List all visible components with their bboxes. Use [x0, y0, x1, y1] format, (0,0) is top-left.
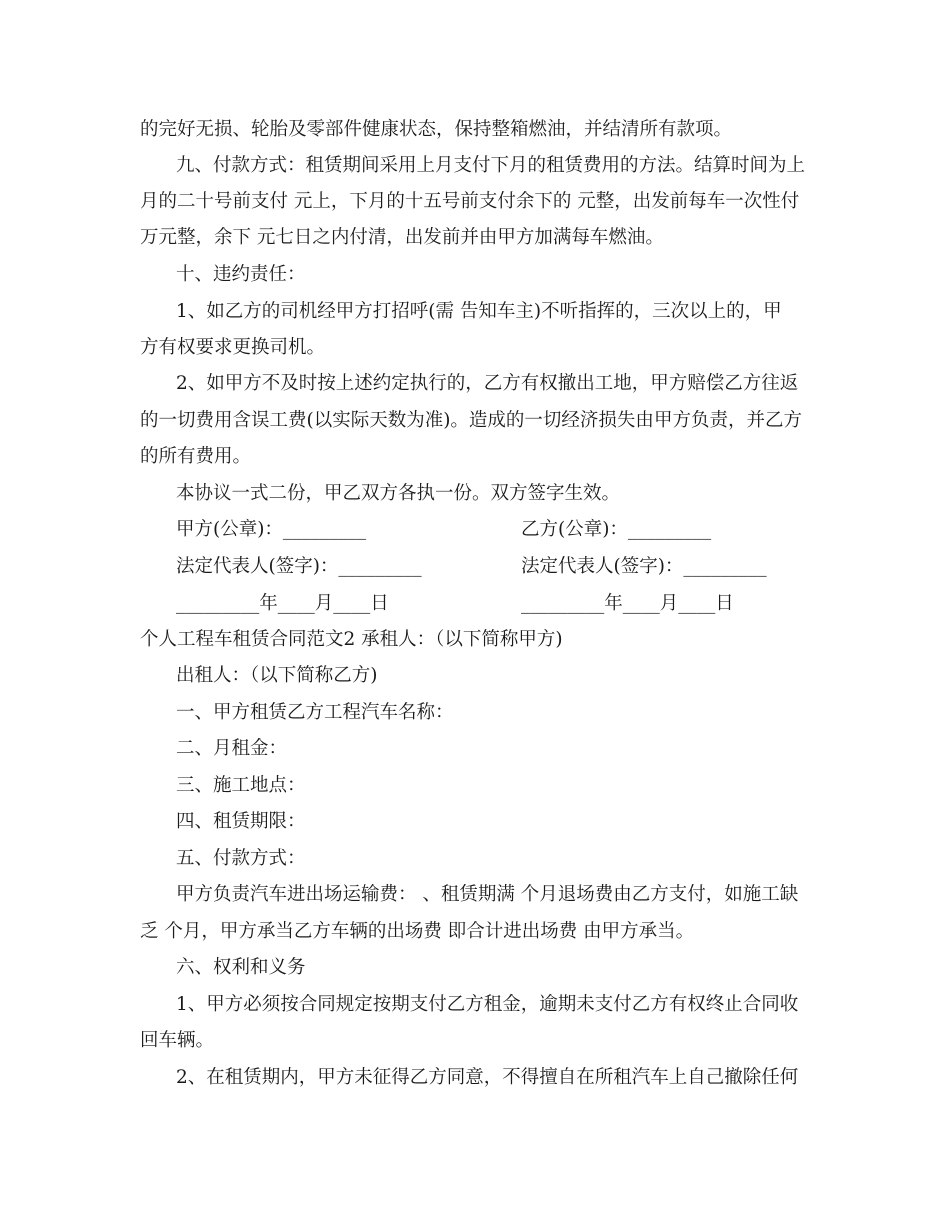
paragraph-line: 的一切费用含误工费(以实际天数为准)。造成的一切经济损失由甲方负责，并乙方 [140, 410, 802, 431]
paragraph-line: 出租人：（以下简称乙方) [176, 665, 378, 686]
section-heading: 六、权利和义务 [176, 957, 306, 978]
party-a-representative-field: 法定代表人(签字)：_________ [176, 556, 422, 577]
party-b-seal-field: 乙方(公章)：_________ [521, 519, 712, 540]
paragraph-line: 本协议一式二份，甲乙双方各执一份。双方签字生效。 [176, 483, 621, 504]
paragraph-line: 甲方负责汽车进出场运输费： 、租赁期满 个月退场费由乙方支付，如施工缺 [176, 884, 799, 905]
party-a-date-field: _________年____月____日 [176, 593, 389, 614]
paragraph-line: 四、租赁期限： [176, 811, 306, 832]
section-heading: 十、违约责任： [176, 264, 306, 285]
paragraph-line: 回车辆。 [140, 1030, 215, 1051]
paragraph-line: 2、在租赁期内，甲方未征得乙方同意，不得擅自在所租汽车上自己撤除任何 [176, 1067, 799, 1088]
paragraph-line: 九、付款方式：租赁期间采用上月支付下月的租赁费用的方法。结算时间为上 [176, 155, 806, 176]
paragraph-line: 万元整，余下 元七日之内付清，出发前并由甲方加满每车燃油。 [140, 227, 664, 248]
paragraph-line: 1、甲方必须按合同规定按期支付乙方租金，逾期未支付乙方有权终止合同收 [176, 994, 799, 1015]
party-b-date-field: _________年____月____日 [521, 593, 734, 614]
paragraph-line: 2、如甲方不及时按上述约定执行的，乙方有权撤出工地，甲方赔偿乙方往返 [176, 373, 799, 394]
paragraph-line: 乏 个月，甲方承当乙方车辆的出场费 即合计进出场费 由甲方承当。 [140, 921, 695, 942]
paragraph-line: 三、施工地点： [176, 775, 306, 796]
paragraph-line: 二、月租金： [176, 738, 288, 759]
paragraph-line: 的完好无损、轮胎及零部件健康状态，保持整箱燃油，并结清所有款项。 [140, 119, 733, 140]
party-a-seal-field: 甲方(公章)：_________ [176, 519, 367, 540]
paragraph-line: 月的二十号前支付 元上，下月的十五号前支付余下的 元整，出发前每车一次性付 [140, 191, 800, 212]
paragraph-line: 1、如乙方的司机经甲方打招呼(需 告知车主)不听指挥的，三次以上的，甲 [176, 301, 782, 322]
contract-title: 个人工程车租赁合同范文2 承租人：（以下简称甲方) [140, 629, 563, 650]
paragraph-line: 五、付款方式： [176, 848, 306, 869]
paragraph-line: 方有权要求更换司机。 [140, 337, 326, 358]
paragraph-line: 一、甲方租赁乙方工程汽车名称： [176, 702, 454, 723]
party-b-representative-field: 法定代表人(签字)：_________ [521, 556, 767, 577]
paragraph-line: 的所有费用。 [140, 446, 252, 467]
